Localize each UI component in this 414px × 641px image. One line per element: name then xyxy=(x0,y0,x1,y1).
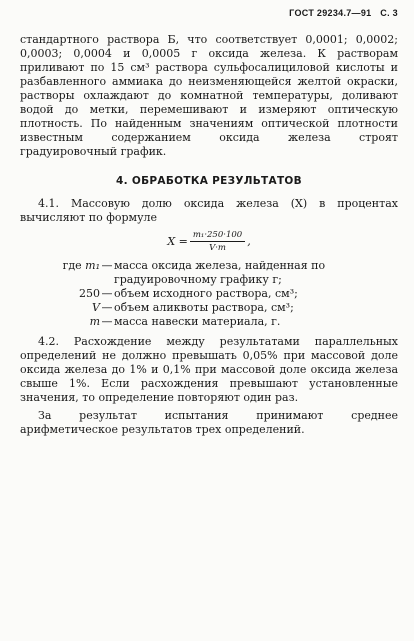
section-title: 4. ОБРАБОТКА РЕЗУЛЬТАТОВ xyxy=(116,175,302,187)
definition-symbol: 250 xyxy=(79,287,100,300)
definition-dash: — xyxy=(101,259,113,272)
formula-lhs: X = xyxy=(167,234,188,248)
definition-symbol xyxy=(20,259,100,273)
paragraph-result: За результат испытания принимают среднее арифметическое результатов трех определений. xyxy=(20,409,398,436)
definition-symbol-text: m₁ xyxy=(85,259,100,272)
definition-row xyxy=(20,287,398,301)
page-number: С. 3 xyxy=(380,8,398,18)
formula-denominator: V·m xyxy=(209,243,226,253)
formula-numerator: m₁·250·100 xyxy=(190,230,245,242)
document-body xyxy=(20,33,398,437)
formula-tail: , xyxy=(247,234,251,248)
paragraph-4-2: 4.2. Расхождение между результатами параллельных определений не должно превышать 0,05% при массовой доле оксида железа до 1% и 0,1% при массовой доле оксида железа свыше 1%. Если расхождения превышают установленные значения, то определение повторяют один раз. xyxy=(20,335,398,404)
definition-row xyxy=(20,315,398,329)
definition-row xyxy=(20,259,398,287)
definition-dash: — xyxy=(101,301,113,314)
definition-row xyxy=(20,301,398,315)
definition-text: объем исходного раствора, см³; xyxy=(114,287,298,300)
formula-fraction xyxy=(190,230,245,253)
definition-lead: где xyxy=(62,259,82,272)
definition-symbol: m xyxy=(89,315,100,328)
formula xyxy=(20,230,398,253)
symbol-definitions xyxy=(20,259,398,329)
definition-dash: — xyxy=(101,315,113,328)
definition-text: масса оксида железа, найденная по градуировочному графику г; xyxy=(114,259,326,286)
paragraph-4-1: 4.1. Массовую долю оксида железа (X) в процентах вычисляют по формуле xyxy=(20,197,398,224)
definition-text: объем аликвоты раствора, см³; xyxy=(114,301,294,314)
definition-text: масса навески материала, г. xyxy=(114,315,281,328)
page-header xyxy=(289,8,398,18)
definition-symbol: V xyxy=(92,301,100,314)
intro-paragraph: стандартного раствора Б, что соответствует 0,0001; 0,0002; 0,0003; 0,0004 и 0,0005 г оксида железа. К растворам приливают по 15 см³ раствора сульфосалициловой кислоты и разбавленного аммиака до неизменяющейся желтой окраски, растворы охлаждают до комнатной температуры, доливают водой до метки, перемешивают и измеряют оптическую плотность. По найденным значениям оптической плотности известным содержанием оксида железа строят градуировочный график. xyxy=(20,33,398,158)
standard-code: ГОСТ 29234.7—91 xyxy=(289,8,372,18)
definition-dash: — xyxy=(101,287,113,300)
